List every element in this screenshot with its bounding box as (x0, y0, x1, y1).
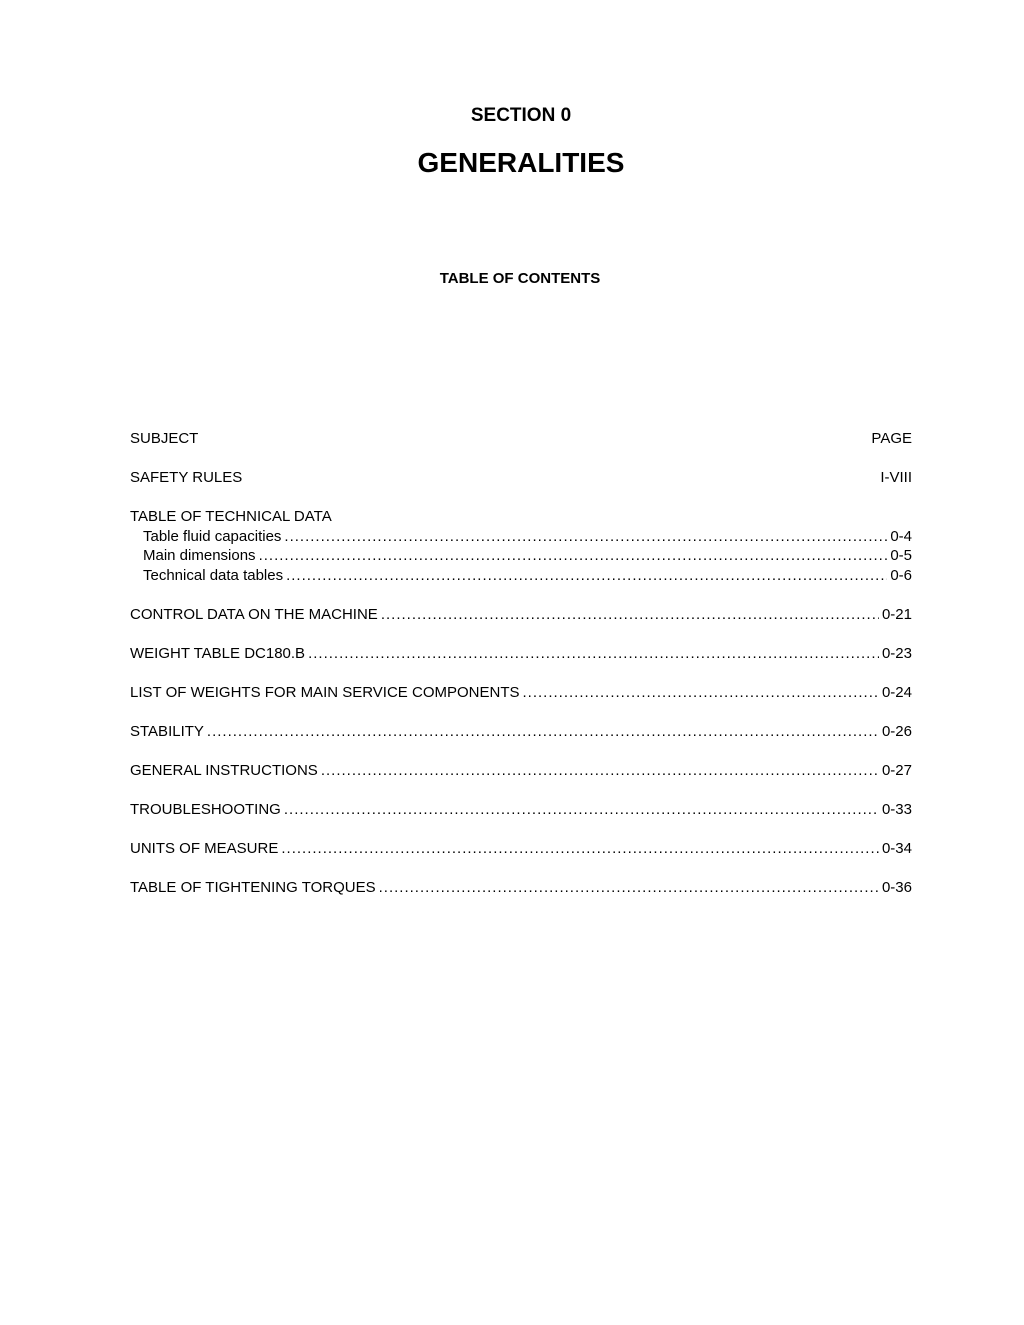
column-subject: SUBJECT (130, 430, 199, 447)
dot-leader (379, 878, 879, 898)
toc-entry-label: WEIGHT TABLE DC180.B (130, 644, 306, 662)
toc-entry-page: 0-33 (881, 800, 912, 818)
dot-leader (523, 683, 879, 703)
toc-entry-page: 0-26 (881, 722, 912, 740)
toc-entry-label: UNITS OF MEASURE (130, 839, 279, 857)
toc-entry-label: GENERAL INSTRUCTIONS (130, 761, 318, 779)
toc-entry-page: 0-23 (881, 644, 912, 662)
toc-entry-page: 0-36 (881, 878, 912, 896)
toc-entry-label: Main dimensions (143, 547, 256, 564)
toc-entry-technical-data (130, 507, 912, 527)
toc-column-header (130, 429, 912, 449)
toc-entry-label: STABILITY (130, 722, 204, 740)
toc-entry-page: 0-4 (890, 527, 912, 545)
toc-entry-page: 0-34 (881, 839, 912, 857)
table-of-contents (130, 429, 912, 897)
toc-entry-general-instructions (130, 761, 912, 781)
toc-entry-label: Technical data tables (143, 566, 284, 584)
dot-leader (281, 839, 879, 859)
toc-entry-label: Table fluid capacities (143, 527, 282, 545)
toc-entry-list-of-weights (130, 683, 912, 703)
toc-entry-tightening-torques (130, 878, 912, 898)
toc-heading: TABLE OF CONTENTS (439, 270, 601, 287)
toc-entry-label: TABLE OF TIGHTENING TORQUES (130, 878, 376, 896)
toc-entry-troubleshooting (130, 800, 912, 820)
dot-leader (284, 527, 887, 547)
toc-entry-page: 0-27 (881, 761, 912, 779)
toc-entry-page: I-VIII (880, 469, 912, 486)
dot-leader (259, 546, 888, 566)
toc-entry-control-data (130, 605, 912, 625)
dot-leader (286, 566, 887, 586)
toc-entry-page: 0-24 (881, 683, 912, 701)
dot-leader (321, 761, 879, 781)
toc-entry-safety-rules (130, 468, 912, 488)
toc-subentry-main-dimensions (130, 546, 912, 566)
toc-entry-label: TABLE OF TECHNICAL DATA (130, 508, 332, 525)
section-label: SECTION 0 (470, 105, 572, 126)
section-title: GENERALITIES (417, 147, 625, 178)
toc-entry-units-of-measure (130, 839, 912, 859)
toc-entry-label: SAFETY RULES (130, 469, 243, 486)
toc-subentry-fluid-capacities (130, 527, 912, 547)
toc-entry-label: TROUBLESHOOTING (130, 800, 281, 818)
dot-leader (207, 722, 879, 742)
toc-entry-stability (130, 722, 912, 742)
toc-entry-page: 0-5 (890, 547, 912, 564)
column-page: PAGE (871, 430, 912, 447)
toc-entry-label: LIST OF WEIGHTS FOR MAIN SERVICE COMPONENTS (130, 683, 520, 701)
dot-leader (284, 800, 879, 820)
toc-entry-weight-table (130, 644, 912, 664)
dot-leader (381, 605, 879, 625)
toc-entry-page: 0-6 (890, 566, 912, 584)
toc-entry-label: CONTROL DATA ON THE MACHINE (130, 605, 378, 623)
toc-subentry-technical-data-tables (130, 566, 912, 586)
dot-leader (308, 644, 879, 664)
toc-entry-page: 0-21 (881, 605, 912, 623)
